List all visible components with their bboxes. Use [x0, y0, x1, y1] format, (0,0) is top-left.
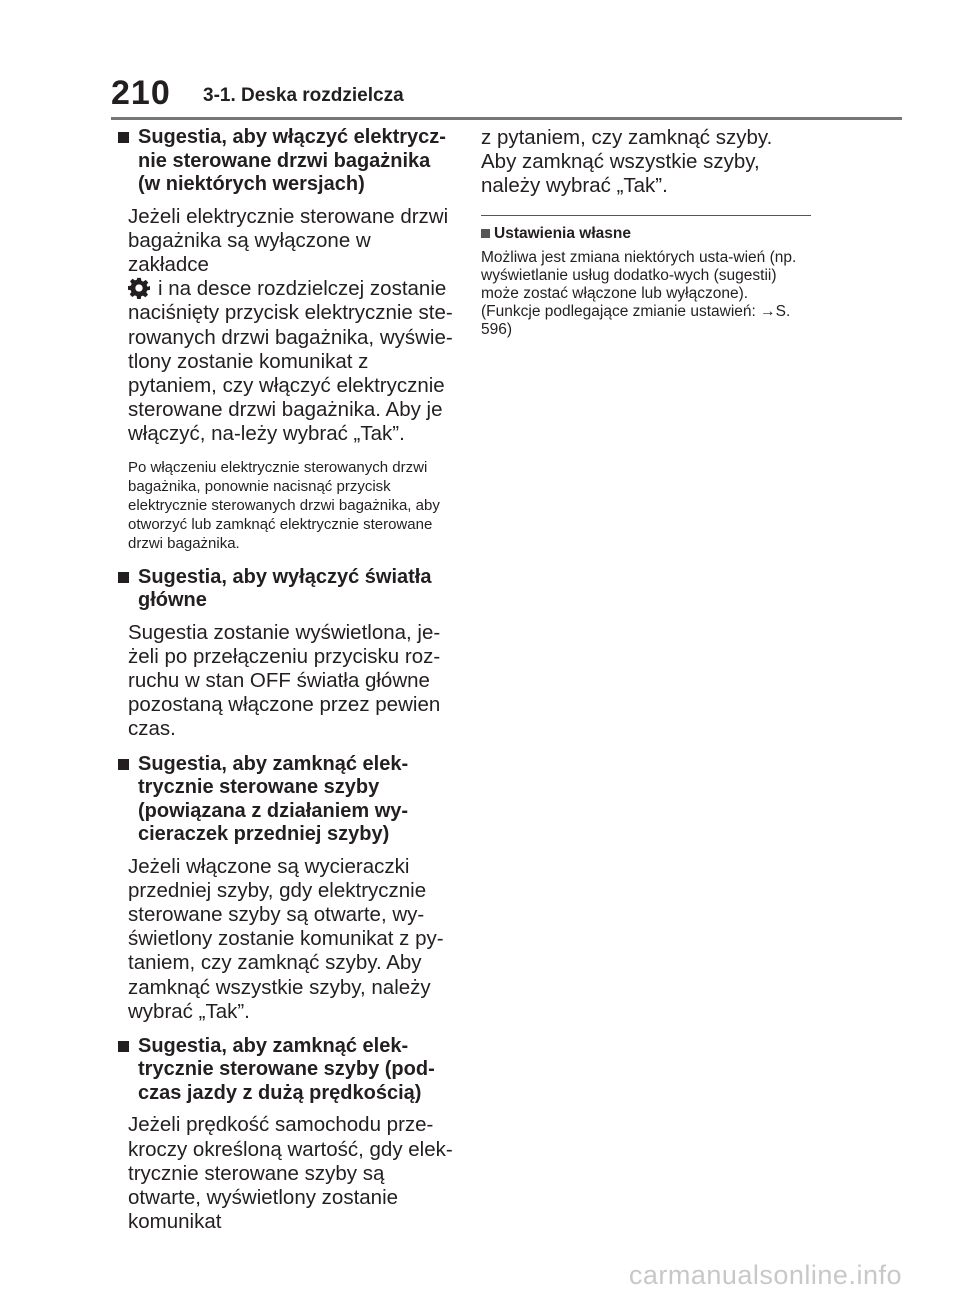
body-paragraph: Jeżeli prędkość samochodu prze-kroczy określoną wartość, gdy elek-trycznie sterowane szyby są otwarte, wyświetlony zostanie komunikat [128, 1113, 453, 1234]
section-heading [118, 1035, 455, 1106]
heading-text: Sugestia, aby zamknąć elek-trycznie sterowane szyby (powiązana z działaniem wy-cieraczek przedniej szyby) [138, 752, 409, 846]
section-heading [118, 126, 455, 197]
note-heading [481, 224, 811, 243]
body-paragraph: Sugestia zostanie wyświetlona, je-żeli po przełączeniu przycisku roz-ruchu w stan OFF światła główne pozostaną włączone przez pewien czas. [128, 620, 441, 741]
section-heading [118, 566, 455, 613]
bullet-square-icon [481, 229, 490, 238]
note-paragraph: Po włączeniu elektrycznie sterowanych drzwi bagażnika, ponownie nacisnąć przycisk elektrycznie sterowanych drzwi bagażnika, aby otworzyć lub zamknąć elektrycznie sterowane drzwi bagażnika. [128, 458, 440, 552]
heading-text: Sugestia, aby wyłączyć światła główne [138, 565, 432, 612]
bullet-square-icon [118, 1041, 129, 1052]
heading-text: Sugestia, aby zamknąć elek-trycznie sterowane szyby (pod-czas jazdy z dużą prędkością) [138, 1034, 435, 1104]
body-paragraph [128, 277, 455, 446]
body-paragraph [128, 205, 455, 278]
note-body: Możliwa jest zmiana niektórych usta-wień (np. wyświetlanie usług dodatko-wych (sugestii) może zostać włączone lub wyłączone). (Funkcje podlegające zmianie ustawień: →S. 596) [481, 248, 797, 339]
page-number: 210 [111, 74, 171, 112]
note-heading-text: Ustawienia własne [494, 224, 631, 242]
heading-text: Sugestia, aby włączyć elektrycz-nie sterowane drzwi bagażnika (w niektórych wersjach) [138, 126, 446, 195]
section-heading [118, 753, 455, 847]
body-text: Jeżeli elektrycznie sterowane drzwi bagażnika są wyłączone w zakładce [128, 204, 449, 276]
continuation-paragraph: z pytaniem, czy zamknąć szyby. Aby zamknąć wszystkie szyby, należy wybrać „Tak”. [481, 126, 773, 198]
gear-icon [128, 277, 150, 299]
body-paragraph: Jeżeli włączone są wycieraczki przedniej szyby, gdy elektrycznie sterowane szyby są otwarte, wy-świetlony zostanie komunikat z py-taniem, czy zamknąć szyby. Aby zamknąć wszystkie szyby, należy wybrać „Tak”. [128, 854, 444, 1023]
bullet-square-icon [118, 132, 129, 143]
body-text: i na desce rozdzielczej zostanie naciśnięty przycisk elektrycznie ste-rowanych drzwi bagażnika, wyświe-tlony zostanie komunikat z pytaniem, czy włączyć elektrycznie sterowane drzwi bagażnika. Aby je włączyć, na-leży wybrać „Tak”. [128, 277, 453, 446]
section-title: 3-1. Deska rozdzielcza [203, 85, 404, 106]
bullet-square-icon [118, 572, 129, 583]
bullet-square-icon [118, 759, 129, 770]
header-divider [111, 117, 902, 120]
right-column [481, 126, 811, 340]
left-column [118, 126, 455, 1245]
note-divider [481, 215, 811, 216]
watermark: carmanualsonline.info [628, 1260, 902, 1290]
